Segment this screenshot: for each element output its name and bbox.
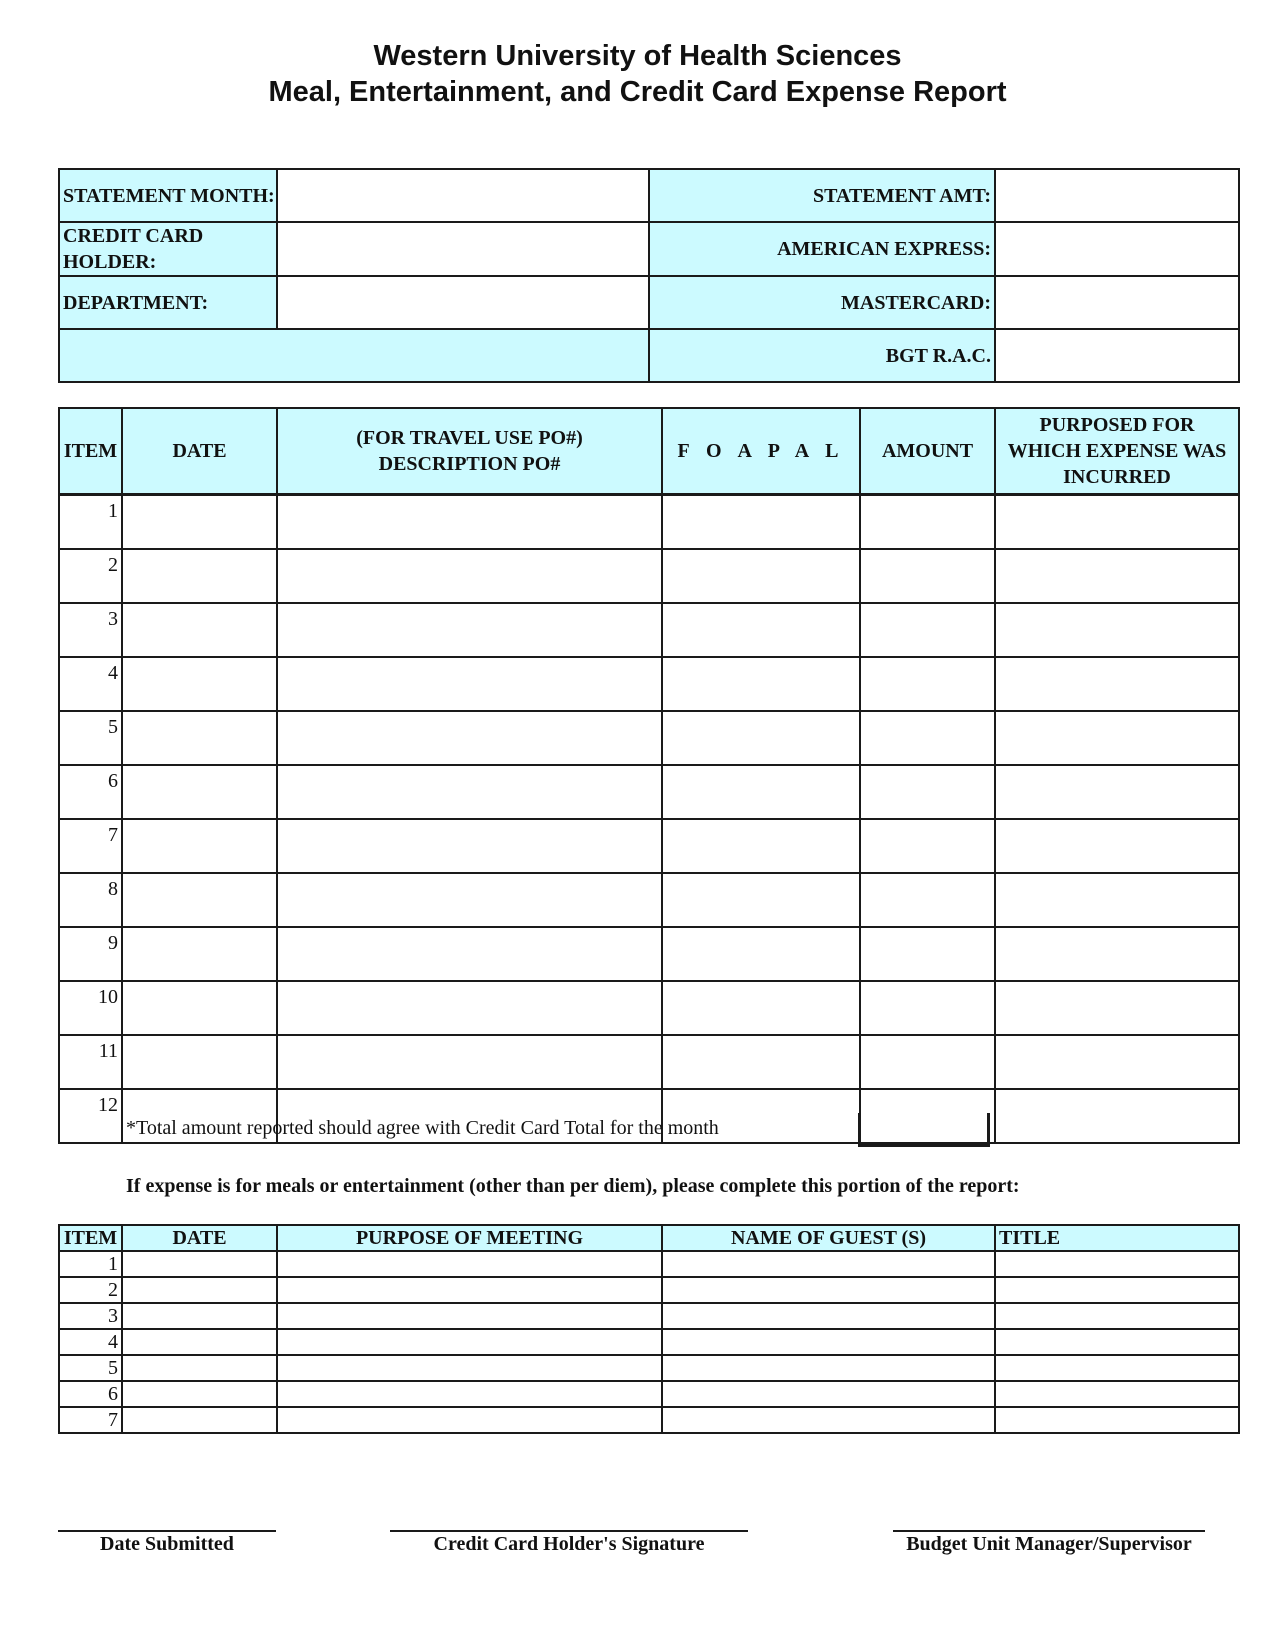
meals-item-header: ITEM <box>59 1225 122 1251</box>
statement-month-label: STATEMENT MONTH: <box>59 169 277 222</box>
blank-cell <box>59 329 649 382</box>
purpose-cell[interactable] <box>995 819 1239 873</box>
meal-row <box>59 1381 1239 1407</box>
item-number: 2 <box>59 549 122 603</box>
report-title-line2: Meal, Entertainment, and Credit Card Expense Report <box>268 76 1007 108</box>
description-cell[interactable] <box>277 873 662 927</box>
meeting-purpose-cell[interactable] <box>277 1277 662 1303</box>
meal-date-cell[interactable] <box>122 1277 277 1303</box>
expense-row <box>59 495 1239 550</box>
date-submitted-line <box>58 1530 276 1532</box>
meal-date-cell[interactable] <box>122 1303 277 1329</box>
item-number: 3 <box>59 603 122 657</box>
credit-card-holder-field[interactable] <box>277 222 649 276</box>
date-cell[interactable] <box>122 873 277 927</box>
meeting-purpose-cell[interactable] <box>277 1329 662 1355</box>
expense-row <box>59 711 1239 765</box>
date-submitted-label: Date Submitted <box>100 1533 234 1555</box>
amount-cell[interactable] <box>860 765 995 819</box>
meal-row <box>59 1329 1239 1355</box>
foapal-cell[interactable] <box>662 549 860 603</box>
purpose-cell[interactable] <box>995 711 1239 765</box>
foapal-cell[interactable] <box>662 603 860 657</box>
item-header: ITEM <box>59 408 122 495</box>
foapal-cell[interactable] <box>662 711 860 765</box>
meal-item-number: 4 <box>59 1329 122 1355</box>
amount-cell[interactable] <box>860 657 995 711</box>
date-cell[interactable] <box>122 819 277 873</box>
description-header-line2: DESCRIPTION PO# <box>378 453 561 475</box>
manager-signature-line <box>893 1530 1205 1532</box>
date-cell[interactable] <box>122 927 277 981</box>
guest-title-cell[interactable] <box>995 1381 1239 1407</box>
foapal-cell[interactable] <box>662 981 860 1035</box>
description-cell[interactable] <box>277 711 662 765</box>
foapal-cell[interactable] <box>662 819 860 873</box>
manager-signature-label: Budget Unit Manager/Supervisor <box>906 1533 1192 1555</box>
item-number: 6 <box>59 765 122 819</box>
item-number: 1 <box>59 495 122 550</box>
foapal-cell[interactable] <box>662 495 860 550</box>
date-header: DATE <box>122 408 277 495</box>
meal-row <box>59 1303 1239 1329</box>
department-field[interactable] <box>277 276 649 329</box>
purpose-cell[interactable] <box>995 927 1239 981</box>
guest-name-cell[interactable] <box>662 1277 995 1303</box>
meal-row <box>59 1277 1239 1303</box>
description-cell[interactable] <box>277 549 662 603</box>
statement-month-field[interactable] <box>277 169 649 222</box>
meals-instruction: If expense is for meals or entertainment (other than per diem), please complete this portion of the report: <box>126 1175 1020 1197</box>
foapal-cell[interactable] <box>662 657 860 711</box>
date-cell[interactable] <box>122 765 277 819</box>
meeting-purpose-cell[interactable] <box>277 1251 662 1277</box>
amount-cell[interactable] <box>860 711 995 765</box>
guest-title-cell[interactable] <box>995 1303 1239 1329</box>
foapal-cell[interactable] <box>662 927 860 981</box>
amount-cell[interactable] <box>860 819 995 873</box>
expense-row <box>59 549 1239 603</box>
meals-date-header: DATE <box>122 1225 277 1251</box>
foapal-header: F O A P A L <box>662 408 860 495</box>
description-cell[interactable] <box>277 657 662 711</box>
amount-cell[interactable] <box>860 981 995 1035</box>
meal-item-number: 5 <box>59 1355 122 1381</box>
purpose-cell[interactable] <box>995 549 1239 603</box>
meal-item-number: 2 <box>59 1277 122 1303</box>
description-cell[interactable] <box>277 603 662 657</box>
description-cell[interactable] <box>277 981 662 1035</box>
amount-cell[interactable] <box>860 603 995 657</box>
statement-amt-label: STATEMENT AMT: <box>649 169 995 222</box>
purpose-header-line1: PURPOSED FOR <box>1039 414 1195 436</box>
meal-row <box>59 1355 1239 1381</box>
meal-item-number: 1 <box>59 1251 122 1277</box>
item-number: 9 <box>59 927 122 981</box>
purpose-header-line3: INCURRED <box>1063 466 1171 488</box>
statement-info-table <box>58 168 1240 383</box>
guest-title-cell[interactable] <box>995 1277 1239 1303</box>
american-express-label: AMERICAN EXPRESS: <box>649 222 995 276</box>
total-amount-box[interactable] <box>858 1113 990 1147</box>
expense-row <box>59 927 1239 981</box>
meal-date-cell[interactable] <box>122 1329 277 1355</box>
mastercard-field[interactable] <box>995 276 1239 329</box>
meal-date-cell[interactable] <box>122 1381 277 1407</box>
amount-cell[interactable] <box>860 873 995 927</box>
expense-row <box>59 765 1239 819</box>
meal-item-number: 6 <box>59 1381 122 1407</box>
credit-card-holder-label: CREDIT CARD HOLDER: <box>59 222 277 276</box>
guest-title-cell[interactable] <box>995 1329 1239 1355</box>
meal-date-cell[interactable] <box>122 1407 277 1433</box>
department-label: DEPARTMENT: <box>59 276 277 329</box>
guest-name-cell[interactable] <box>662 1407 995 1433</box>
meeting-purpose-cell[interactable] <box>277 1303 662 1329</box>
date-cell[interactable] <box>122 1035 277 1089</box>
bgt-rac-field[interactable] <box>995 329 1239 382</box>
guest-title-cell[interactable] <box>995 1407 1239 1433</box>
meeting-purpose-cell[interactable] <box>277 1355 662 1381</box>
guest-title-cell[interactable] <box>995 1355 1239 1381</box>
amount-cell[interactable] <box>860 549 995 603</box>
purpose-cell[interactable] <box>995 981 1239 1035</box>
item-number: 5 <box>59 711 122 765</box>
purpose-cell[interactable] <box>995 1089 1239 1143</box>
purpose-cell[interactable] <box>995 657 1239 711</box>
expense-row <box>59 657 1239 711</box>
amount-cell[interactable] <box>860 1035 995 1089</box>
guest-name-cell[interactable] <box>662 1381 995 1407</box>
date-cell[interactable] <box>122 549 277 603</box>
description-header <box>277 408 662 495</box>
holder-signature-label: Credit Card Holder's Signature <box>433 1533 705 1555</box>
amount-header: AMOUNT <box>860 408 995 495</box>
item-number: 11 <box>59 1035 122 1089</box>
guest-name-cell[interactable] <box>662 1303 995 1329</box>
expense-items-table <box>58 407 1240 1144</box>
item-number: 12 <box>59 1089 122 1143</box>
holder-signature-line <box>390 1530 748 1532</box>
meal-date-cell[interactable] <box>122 1355 277 1381</box>
meals-entertainment-table <box>58 1224 1240 1434</box>
meal-item-number: 3 <box>59 1303 122 1329</box>
date-cell[interactable] <box>122 495 277 550</box>
guest-name-cell[interactable] <box>662 1329 995 1355</box>
meal-item-number: 7 <box>59 1407 122 1433</box>
amount-cell[interactable] <box>860 927 995 981</box>
purpose-cell[interactable] <box>995 1035 1239 1089</box>
guest-title-cell[interactable] <box>995 1251 1239 1277</box>
item-number: 4 <box>59 657 122 711</box>
foapal-cell[interactable] <box>662 1035 860 1089</box>
description-cell[interactable] <box>277 927 662 981</box>
purpose-of-meeting-header: PURPOSE OF MEETING <box>277 1225 662 1251</box>
expense-row <box>59 873 1239 927</box>
foapal-cell[interactable] <box>662 765 860 819</box>
purpose-cell[interactable] <box>995 765 1239 819</box>
guest-name-header: NAME OF GUEST (S) <box>662 1225 995 1251</box>
amount-cell[interactable] <box>860 495 995 550</box>
report-title-line1: Western University of Health Sciences <box>373 40 902 72</box>
expense-row <box>59 1035 1239 1089</box>
meal-row <box>59 1407 1239 1433</box>
description-cell[interactable] <box>277 495 662 550</box>
meal-row <box>59 1251 1239 1277</box>
guest-title-header: TITLE <box>995 1225 1239 1251</box>
purpose-header-line2: WHICH EXPENSE WAS <box>1007 440 1227 462</box>
expense-row <box>59 819 1239 873</box>
purpose-cell[interactable] <box>995 873 1239 927</box>
bgt-rac-label: BGT R.A.C. <box>649 329 995 382</box>
description-cell[interactable] <box>277 819 662 873</box>
item-number: 8 <box>59 873 122 927</box>
meeting-purpose-cell[interactable] <box>277 1381 662 1407</box>
meeting-purpose-cell[interactable] <box>277 1407 662 1433</box>
date-cell[interactable] <box>122 981 277 1035</box>
date-cell[interactable] <box>122 711 277 765</box>
purpose-header <box>995 408 1239 495</box>
mastercard-label: MASTERCARD: <box>649 276 995 329</box>
description-cell[interactable] <box>277 765 662 819</box>
expense-row <box>59 981 1239 1035</box>
guest-name-cell[interactable] <box>662 1355 995 1381</box>
date-cell[interactable] <box>122 657 277 711</box>
expense-row <box>59 603 1239 657</box>
purpose-cell[interactable] <box>995 495 1239 550</box>
description-cell[interactable] <box>277 1035 662 1089</box>
meal-date-cell[interactable] <box>122 1251 277 1277</box>
foapal-cell[interactable] <box>662 873 860 927</box>
item-number: 7 <box>59 819 122 873</box>
item-number: 10 <box>59 981 122 1035</box>
description-header-line1: (FOR TRAVEL USE PO#) <box>356 427 583 449</box>
american-express-field[interactable] <box>995 222 1239 276</box>
statement-amt-field[interactable] <box>995 169 1239 222</box>
date-cell[interactable] <box>122 603 277 657</box>
guest-name-cell[interactable] <box>662 1251 995 1277</box>
purpose-cell[interactable] <box>995 603 1239 657</box>
total-note: *Total amount reported should agree with Credit Card Total for the month <box>126 1117 719 1139</box>
